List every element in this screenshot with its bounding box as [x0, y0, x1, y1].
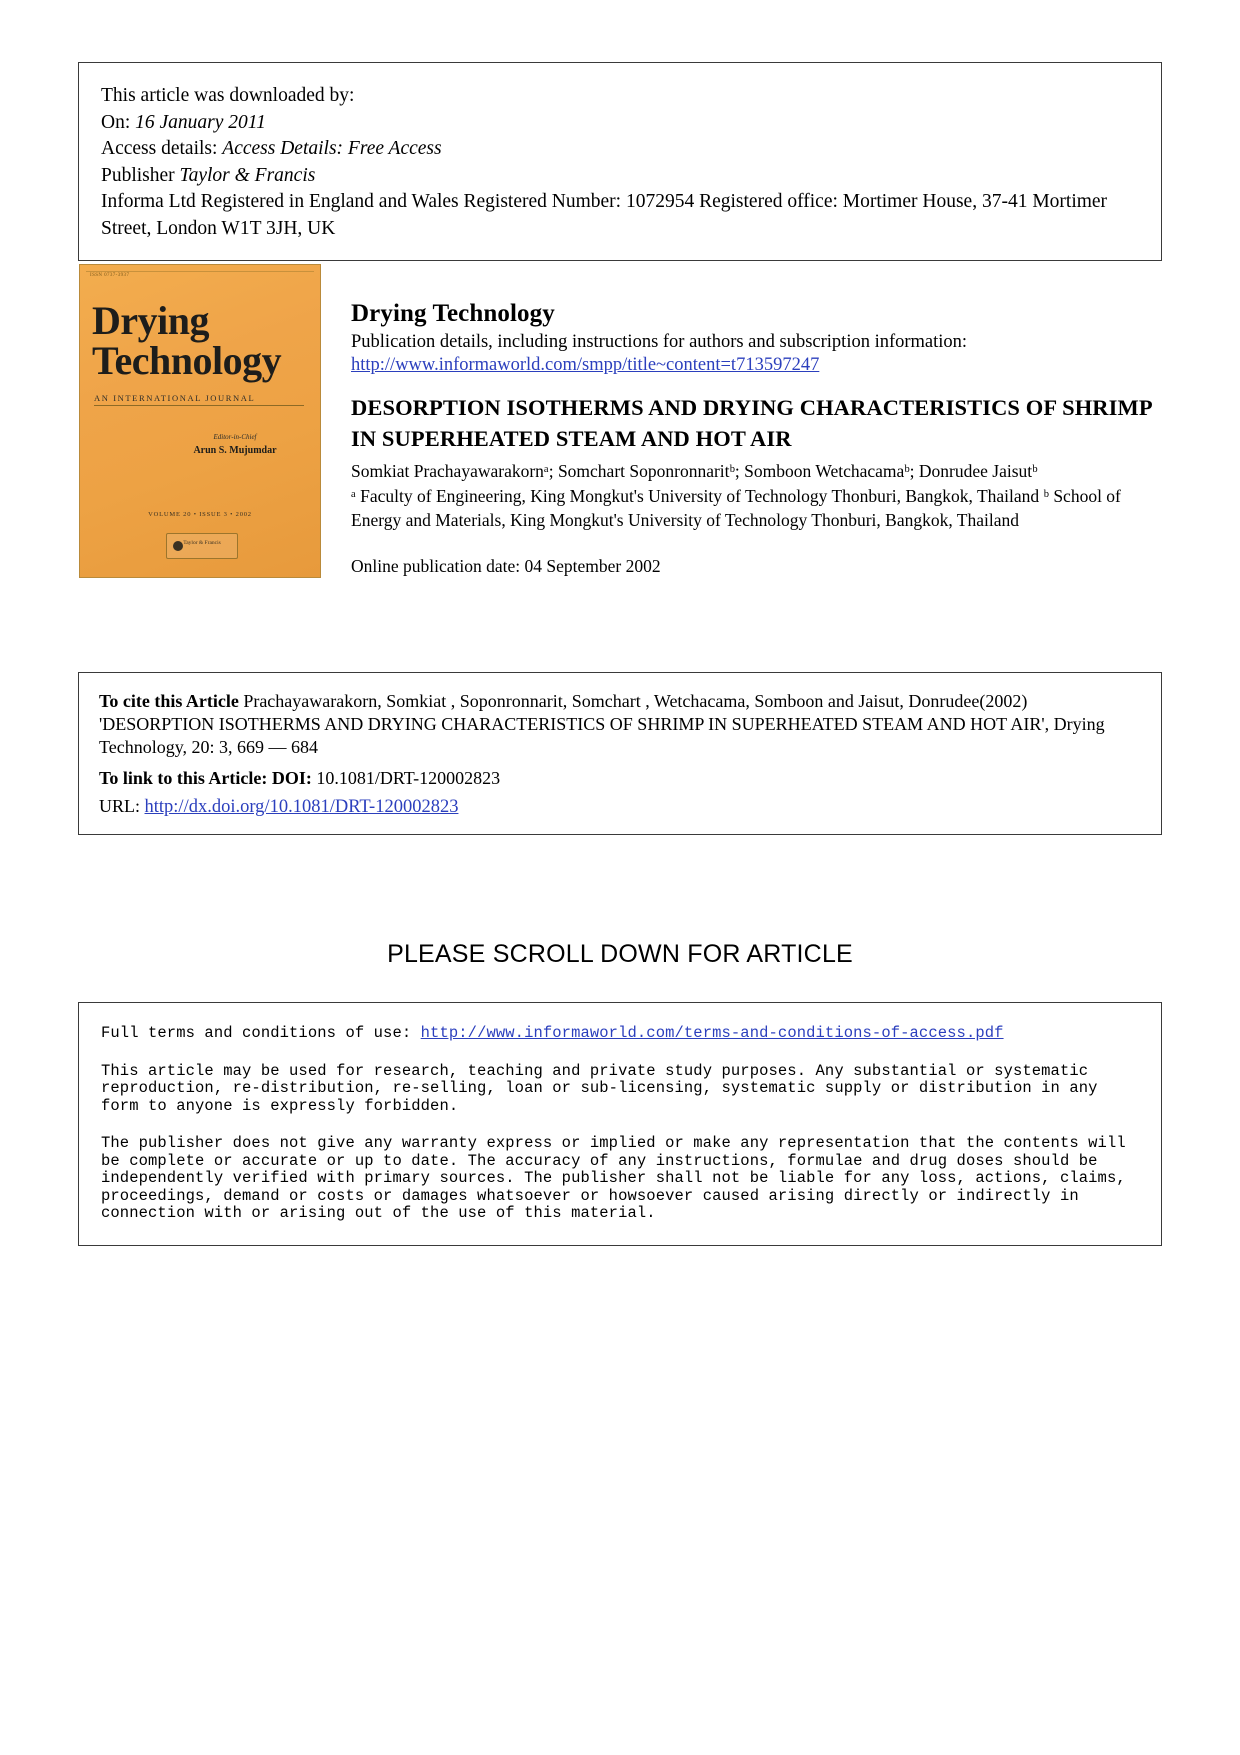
article-metadata — [351, 300, 1161, 577]
online-publication-date: Online publication date: 04 September 2002 — [351, 556, 661, 576]
cover-title-line1: Drying — [92, 298, 209, 343]
doi-value: 10.1081/DRT-120002823 — [316, 768, 501, 788]
access-details-line — [101, 136, 1139, 163]
publisher-value: Taylor & Francis — [179, 164, 316, 186]
publisher-label: Publisher — [101, 164, 175, 186]
to-cite-label: To cite this Article — [99, 691, 239, 711]
journal-cover-image — [79, 264, 321, 578]
article-title: DESORPTION ISOTHERMS AND DRYING CHARACTERISTICS OF SHRIMP IN SUPERHEATED STEAM AND HOT AIR — [351, 395, 1152, 451]
cover-issn: ISSN 0737-3937 — [90, 273, 130, 278]
downloaded-by-label: This article was downloaded by: — [101, 85, 355, 106]
author-affiliations: ᵃ Faculty of Engineering, King Mongkut's University of Technology Thonburi, Bangkok, Thailand ᵇ School of Energy and Materials, King Mongkut's University of Technology Thonburi, Bangkok, Thailand — [351, 486, 1121, 530]
to-cite-value: Prachayawarakorn, Somkiat , Soponronnarit, Somchart , Wetchacama, Somboon and Jaisut, Donrudee(2002) 'DESORPTION ISOTHERMS AND DRYING CHARACTERISTICS OF SHRIMP IN SUPERHEATED STEAM AND HOT AIR', Drying Technology, 20: 3, 669 — 684 — [99, 691, 1105, 757]
publication-details-text: Publication details, including instructions for authors and subscription information: — [351, 332, 968, 352]
article-doi-link[interactable]: http://dx.doi.org/10.1081/DRT-120002823 — [144, 797, 459, 817]
cover-editor-label: Editor-in-Chief — [213, 433, 257, 441]
terms-paragraph-1: This article may be used for research, teaching and private study purposes. Any substantial or systematic reproduction, re-distribution, re-selling, loan or sub-licensing, systematic supply or distribution in any form to anyone is expressly forbidden. — [101, 1061, 1098, 1115]
scroll-down-notice: PLEASE SCROLL DOWN FOR ARTICLE — [387, 940, 853, 968]
doi-line — [99, 768, 1141, 789]
citation-box — [78, 672, 1162, 835]
full-terms-line — [101, 1025, 1139, 1043]
cover-title — [92, 298, 308, 383]
publisher-line — [101, 163, 1139, 190]
cover-subtitle: AN INTERNATIONAL JOURNAL — [94, 393, 256, 403]
cover-divider — [94, 405, 304, 406]
download-details-box — [78, 62, 1162, 261]
cover-editor-name: Arun S. Mujumdar — [193, 445, 277, 456]
registration-line: Informa Ltd Registered in England and Wales Registered Number: 1072954 Registered office: Mortimer House, 37-41 Mortimer Street, London W1T 3JH, UK — [101, 191, 1108, 239]
cover-issue-line: VOLUME 20 • ISSUE 3 • 2002 — [148, 511, 252, 518]
article-authors: Somkiat Prachayawarakornᵃ; Somchart Soponronnaritᵇ; Somboon Wetchacamaᵇ; Donrudee Jaisutᵇ — [351, 461, 1038, 481]
cover-publisher-logo — [166, 533, 238, 559]
download-date-line — [101, 110, 1139, 137]
full-terms-label: Full terms and conditions of use: — [101, 1024, 412, 1042]
journal-title: Drying Technology — [351, 300, 555, 327]
terms-and-conditions-box — [78, 1002, 1162, 1246]
cover-title-line2: Technology — [92, 338, 282, 383]
access-value: Access Details: Free Access — [222, 138, 442, 159]
citation-text — [99, 690, 1141, 759]
url-label: URL: — [99, 796, 141, 816]
url-line — [99, 796, 1141, 818]
cover-publisher-name: Taylor & Francis — [183, 540, 221, 546]
downloaded-by-line — [101, 83, 1139, 110]
terms-paragraph-2: The publisher does not give any warranty express or implied or make any representation that the contents will be complete or accurate or up to date. The accuracy of any instructions, formulae and drug doses should be independently verified with primary sources. The publisher shall not be liable for any loss, actions, claims, proceedings, demand or costs or damages whatsoever or howsoever caused arising directly or indirectly in connection with or arising out of the use of this material. — [101, 1134, 1126, 1222]
on-value: 16 January 2011 — [135, 111, 266, 133]
access-label: Access details: — [101, 138, 218, 159]
terms-link[interactable]: http://www.informaworld.com/terms-and-conditions-of-access.pdf — [420, 1024, 1004, 1042]
journal-homepage-link[interactable]: http://www.informaworld.com/smpp/title~content=t713597247 — [351, 355, 820, 375]
doi-label: To link to this Article: DOI: — [99, 768, 312, 788]
on-label: On: — [101, 111, 131, 133]
